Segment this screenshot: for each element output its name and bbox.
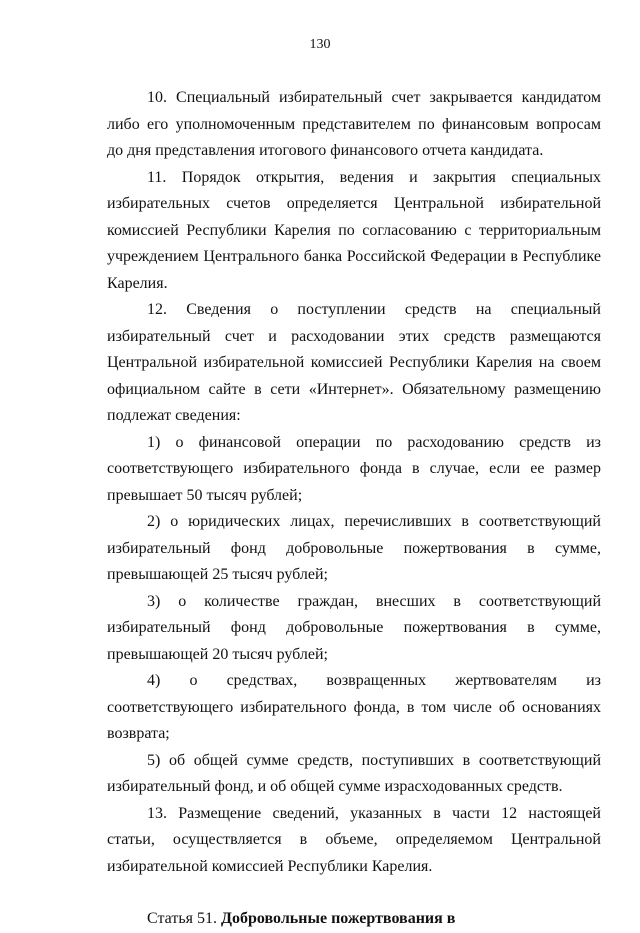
list-item-1: 1) о финансовой операции по расходованию средств из соответствующего избирательного фонда в случае, если ее размер превышает 50 тысяч рублей; [107, 433, 601, 504]
page-number: 130 [309, 37, 331, 52]
paragraph-11: 11. Порядок открытия, ведения и закрытия специальных избирательных счетов определяется Центральной избирательной комиссией Республики Карелия по согласованию с территориальным учреждением Центрального банка Российской Федерации в Республике Карелия. [107, 168, 601, 292]
paragraph-13: 13. Размещение сведений, указанных в части 12 настоящей статьи, осуществляется в объеме, определяемом Центральной избирательной комиссией Республики Карелия. [107, 804, 601, 875]
list-item-2: 2) о юридических лицах, перечисливших в соответствующий избирательный фонд добровольные пожертвования в сумме, превышающей 25 тысяч рублей; [107, 513, 601, 583]
article-title: Добровольные пожертвования в [220, 910, 456, 927]
paragraph-10: 10. Специальный избирательный счет закрывается кандидатом либо его уполномоченным представителем по финансовым вопросам до дня представления итогового финансового отчета кандидата. [107, 89, 601, 159]
document-body [107, 85, 601, 933]
article-heading [107, 906, 601, 933]
list-item-4: 4) о средствах, возвращенных жертвователям из соответствующего избирательного фонда, в том числе об основаниях возврата; [107, 672, 601, 742]
article-label: Статья 51. [147, 910, 221, 927]
section-spacer [107, 880, 601, 906]
paragraph-12: 12. Сведения о поступлении средств на специальный избирательный счет и расходовании этих средств размещаются Центральной избирательной комиссией Республики Карелия на своем официальном сайте в сети «Интернет». Обязательному размещению подлежат сведения: [107, 301, 601, 424]
list-item-5: 5) об общей сумме средств, поступивших в соответствующий избирательный фонд, и об общей сумме израсходованных средств. [107, 751, 601, 795]
list-item-3: 3) о количестве граждан, внесших в соответствующий избирательный фонд добровольные пожертвования в сумме, превышающей 20 тысяч рублей; [107, 592, 601, 663]
